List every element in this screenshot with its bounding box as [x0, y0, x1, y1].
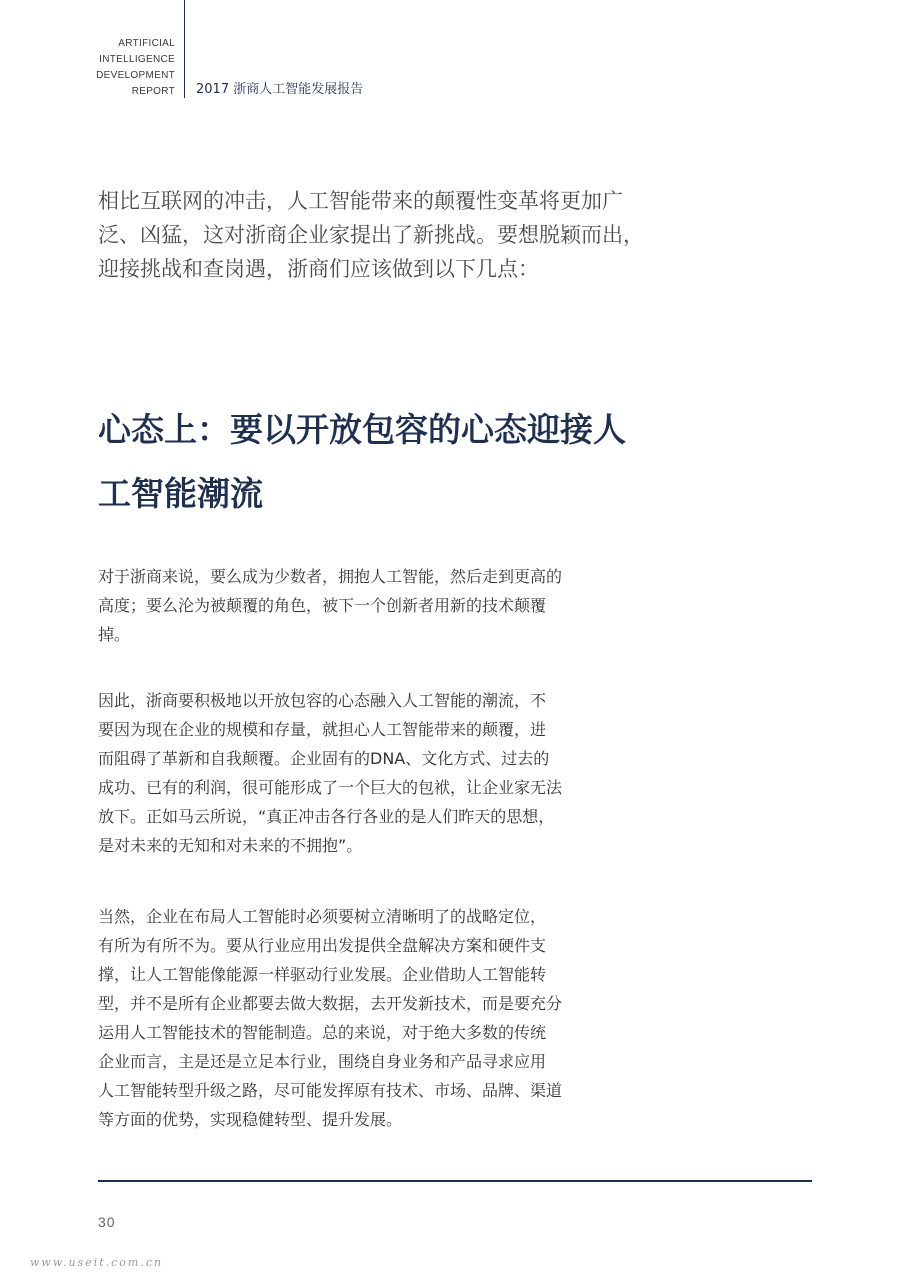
paragraph-line: 成功、已有的利润，很可能形成了一个巨大的包袱，让企业家无法: [98, 778, 563, 797]
paragraph-line: 放下。正如马云所说，“真正冲击各行各业的是人们昨天的思想，: [98, 807, 555, 826]
header-divider: [184, 0, 185, 98]
section-heading: [98, 398, 658, 526]
report-title: 2017 浙商人工智能发展报告: [196, 82, 364, 97]
paragraph-line: 是对未来的无知和对未来的不拥抱”。: [98, 836, 363, 855]
paragraph-line: 而阻碍了革新和自我颠覆。企业固有的DNA、文化方式、过去的: [98, 749, 550, 768]
paragraph-line: 有所为有所不为。要从行业应用出发提供全盘解决方案和硬件支: [98, 936, 547, 955]
intro-paragraph: [98, 184, 644, 286]
footer-rule: [98, 1180, 812, 1182]
report-english-title-line: ARTIFICIAL: [118, 38, 175, 49]
paragraph-line: 企业而言，主是还是立足本行业，围绕自身业务和产品寻求应用: [98, 1052, 547, 1071]
intro-line: 相比互联网的冲击，人工智能带来的颠覆性变革将更加广: [98, 189, 623, 213]
paragraph-line: 人工智能转型升级之路，尽可能发挥原有技术、市场、品牌、渠道: [98, 1081, 563, 1100]
report-english-title-line: REPORT: [131, 86, 175, 97]
paragraph-line: 运用人工智能技术的智能制造。总的来说，对于绝大多数的传统: [98, 1023, 547, 1042]
paragraph-line: 高度；要么沦为被颠覆的角色，被下一个创新者用新的技术颠覆: [98, 596, 547, 615]
section-heading-line: 心态上：要以开放包容的心态迎接人: [98, 410, 626, 449]
paragraph-line: 型，并不是所有企业都要去做大数据，去开发新技术，而是要充分: [98, 994, 563, 1013]
paragraph-line: 对于浙商来说，要么成为少数者，拥抱人工智能，然后走到更高的: [98, 567, 563, 586]
report-english-title-line: DEVELOPMENT: [96, 70, 175, 81]
paragraph-line: 撑，让人工智能像能源一样驱动行业发展。企业借助人工智能转: [98, 965, 547, 984]
paragraph-line: 要因为现在企业的规模和存量，就担心人工智能带来的颠覆，进: [98, 720, 547, 739]
body-paragraph-2: [98, 686, 598, 860]
body-paragraph-1: [98, 562, 598, 649]
paragraph-line: 等方面的优势，实现稳健转型、提升发展。: [98, 1110, 403, 1129]
paragraph-line: 因此，浙商要积极地以开放包容的心态融入人工智能的潮流，不: [98, 691, 547, 710]
body-paragraph-3: [98, 902, 598, 1134]
section-heading-line: 工智能潮流: [98, 474, 263, 513]
intro-line: 泛、凶猛，这对浙商企业家提出了新挑战。要想脱颖而出，: [98, 223, 644, 247]
paragraph-line: 掉。: [98, 625, 131, 644]
watermark: www.useit.com.cn: [30, 1256, 164, 1269]
report-english-title: [60, 36, 175, 100]
page-number: 30: [98, 1214, 116, 1230]
paragraph-line: 当然，企业在布局人工智能时必须要树立清晰明了的战略定位，: [98, 907, 547, 926]
report-english-title-line: INTELLIGENCE: [99, 54, 175, 65]
intro-line: 迎接挑战和查岗遇，浙商们应该做到以下几点：: [98, 257, 539, 281]
